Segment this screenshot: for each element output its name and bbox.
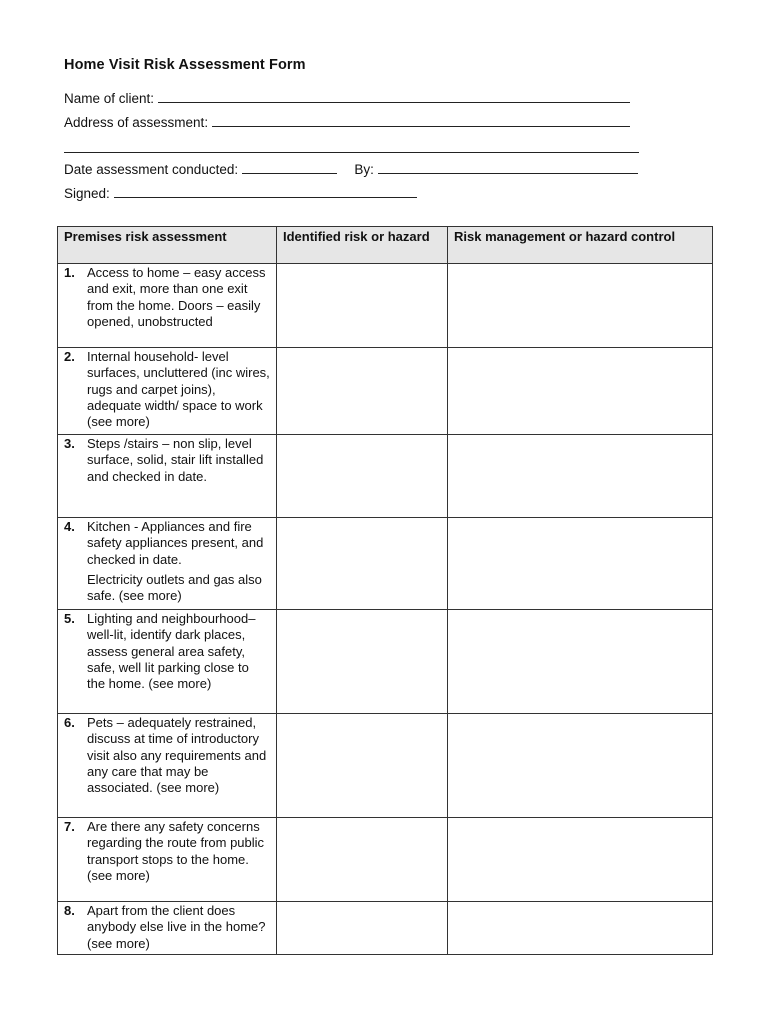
risk-control-cell[interactable]	[448, 714, 713, 818]
client-name-blank[interactable]	[158, 90, 630, 103]
by-label: By:	[354, 162, 374, 177]
premises-cell	[58, 610, 277, 714]
table-row	[58, 714, 713, 818]
premises-cell	[58, 348, 277, 435]
item-text: Are there any safety concerns regarding the route from public transport stops to the home. (see more)	[87, 819, 265, 883]
risk-control-cell[interactable]	[448, 902, 713, 955]
table-row	[58, 902, 713, 955]
date-blank[interactable]	[242, 161, 337, 174]
risk-control-cell[interactable]	[448, 610, 713, 714]
client-name-label: Name of client:	[64, 91, 155, 106]
table-row	[58, 348, 713, 435]
identified-risk-cell[interactable]	[277, 264, 448, 348]
form-title: Home Visit Risk Assessment Form	[64, 57, 306, 73]
item-number: 1.	[64, 265, 75, 280]
item-number: 8.	[64, 903, 75, 918]
header-identified-risk: Identified risk or hazard	[277, 227, 448, 264]
premises-cell	[58, 518, 277, 610]
table-header-row	[58, 227, 713, 264]
identified-risk-cell[interactable]	[277, 902, 448, 955]
table-row	[58, 518, 713, 610]
item-text: Lighting and neighbourhood– well-lit, identify dark places, assess general area safety, safe, well lit parking close to the home. (see more)	[87, 611, 256, 692]
item-text: Internal household- level surfaces, uncluttered (inc wires, rugs and carpet joins), adequate width/ space to work (see more)	[87, 349, 270, 430]
risk-control-cell[interactable]	[448, 818, 713, 902]
risk-control-cell[interactable]	[448, 264, 713, 348]
risk-control-cell[interactable]	[448, 518, 713, 610]
address-field[interactable]	[64, 114, 630, 132]
address-label: Address of assessment:	[64, 115, 209, 130]
premises-cell	[58, 714, 277, 818]
identified-risk-cell[interactable]	[277, 610, 448, 714]
table-row	[58, 610, 713, 714]
header-risk-management: Risk management or hazard control	[448, 227, 713, 264]
item-number: 3.	[64, 436, 75, 451]
premises-cell	[58, 818, 277, 902]
identified-risk-cell[interactable]	[277, 348, 448, 435]
address-blank-line-2[interactable]	[64, 152, 639, 153]
identified-risk-cell[interactable]	[277, 714, 448, 818]
table-row	[58, 264, 713, 348]
item-text: Apart from the client does anybody else live in the home? (see more)	[87, 903, 266, 951]
item-number: 7.	[64, 819, 75, 834]
signed-field[interactable]	[64, 185, 417, 203]
date-label: Date assessment conducted:	[64, 162, 239, 177]
address-blank[interactable]	[212, 114, 630, 127]
item-number: 6.	[64, 715, 75, 730]
risk-assessment-table	[57, 226, 713, 955]
identified-risk-cell[interactable]	[277, 435, 448, 518]
item-text: Pets – adequately restrained, discuss at time of introductory visit also any requirements and any care that may be associated. (see more)	[87, 715, 267, 796]
table-row	[58, 818, 713, 902]
date-by-field[interactable]	[64, 161, 638, 179]
item-number: 2.	[64, 349, 75, 364]
identified-risk-cell[interactable]	[277, 818, 448, 902]
table-row	[58, 435, 713, 518]
by-blank[interactable]	[378, 161, 638, 174]
premises-cell	[58, 264, 277, 348]
item-text: Kitchen - Appliances and fire safety appliances present, and checked in date.	[87, 519, 264, 567]
item-text: Access to home – easy access and exit, more than one exit from the home. Doors – easily opened, unobstructed	[87, 265, 266, 329]
item-text: Steps /stairs – non slip, level surface, solid, stair lift installed and checked in date.	[87, 436, 264, 484]
client-name-field[interactable]	[64, 90, 630, 108]
risk-control-cell[interactable]	[448, 435, 713, 518]
premises-cell	[58, 902, 277, 955]
risk-control-cell[interactable]	[448, 348, 713, 435]
premises-cell	[58, 435, 277, 518]
item-extra-text: Electricity outlets and gas also safe. (see more)	[87, 571, 262, 604]
item-number: 5.	[64, 611, 75, 626]
signed-label: Signed:	[64, 186, 110, 201]
identified-risk-cell[interactable]	[277, 518, 448, 610]
signed-blank[interactable]	[114, 185, 417, 198]
header-premises: Premises risk assessment	[58, 227, 277, 264]
item-number: 4.	[64, 519, 75, 534]
